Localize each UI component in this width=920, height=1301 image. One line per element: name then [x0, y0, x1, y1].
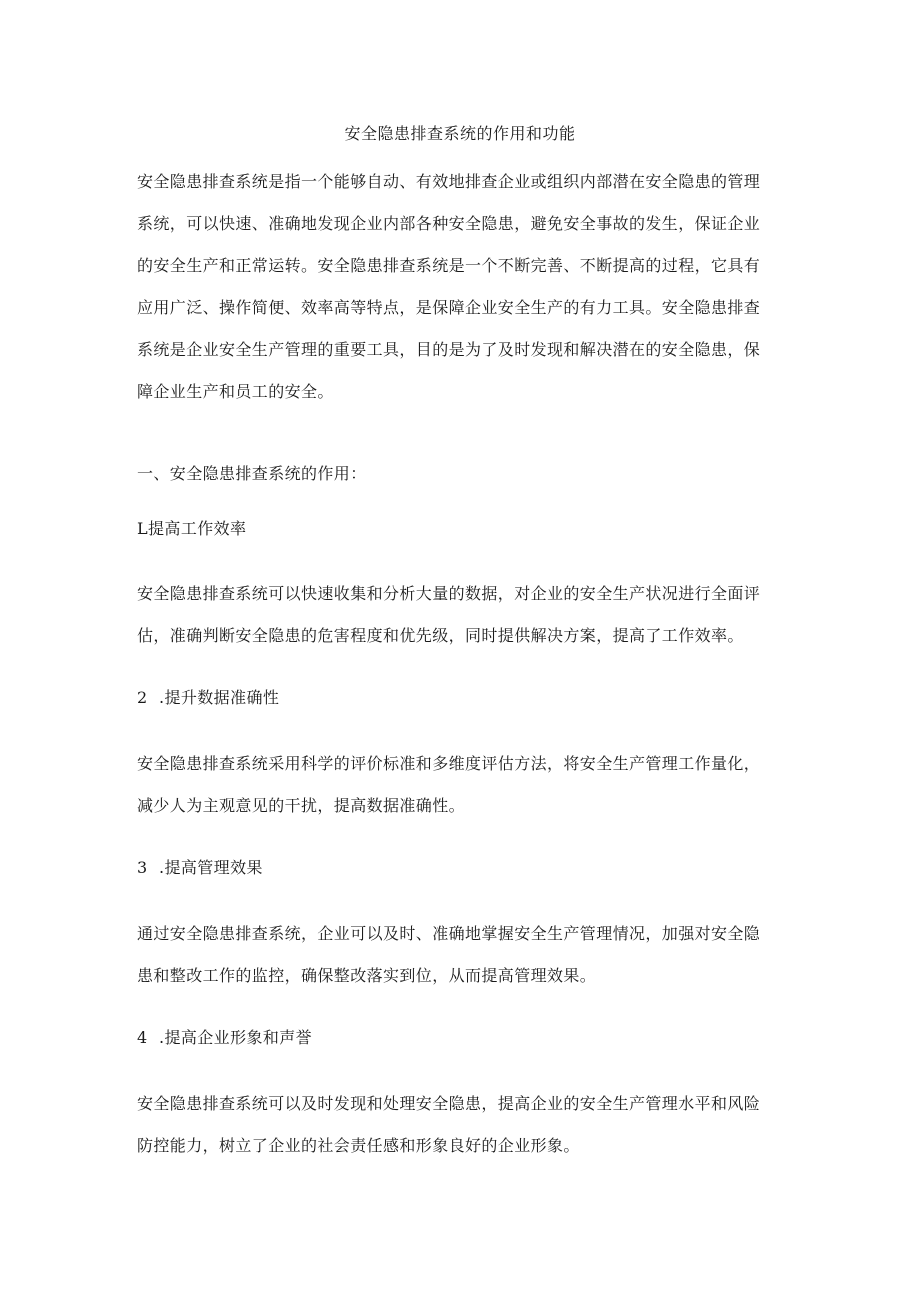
item-title: .提高管理效果 [159, 858, 263, 877]
intro-line: 的安全生产和正常运转。安全隐患排查系统是一个不断完善、不断提高的过程，它具有 [137, 256, 761, 275]
item-line: 通过安全隐患排查系统，企业可以及时、准确地掌握安全生产管理情况，加强对安全隐 [137, 924, 761, 943]
item-line: 患和整改工作的监控，确保整改落实到位，从而提高管理效果。 [137, 966, 597, 985]
item-line: 安全隐患排查系统采用科学的评价标准和多维度评估方法，将安全生产管理工作量化， [137, 754, 761, 773]
item-line: 减少人为主观意见的干扰，提高数据准确性。 [137, 796, 466, 815]
intro-line: 系统是企业安全生产管理的重要工具，目的是为了及时发现和解决潜在的安全隐患，保 [137, 340, 761, 359]
item-title: .提高企业形象和声誉 [159, 1028, 313, 1047]
document-title: 安全隐患排查系统的作用和功能 [344, 124, 576, 143]
item-title: 提高工作效率 [148, 519, 247, 538]
item-title: .提升数据准确性 [159, 688, 280, 707]
intro-paragraph [137, 161, 797, 413]
intro-line: 应用广泛、操作简便、效率高等特点，是保障企业安全生产的有力工具。安全隐患排查 [137, 298, 761, 317]
item-line: 防控能力，树立了企业的社会责任感和形象良好的企业形象。 [137, 1136, 580, 1155]
item-paragraph-2 [137, 743, 797, 827]
intro-line: 系统，可以快速、准确地发现企业内部各种安全隐患，避免安全事故的发生，保证企业 [137, 214, 761, 233]
item-line: 安全隐患排查系统可以快速收集和分析大量的数据，对企业的安全生产状况进行全面评 [137, 584, 761, 603]
item-number: 2 [137, 688, 148, 707]
item-paragraph-3 [137, 913, 797, 997]
item-line: 安全隐患排查系统可以及时发现和处理安全隐患，提高企业的安全生产管理水平和风险 [137, 1094, 761, 1113]
intro-line: 安全隐患排查系统是指一个能够自动、有效地排查企业或组织内部潜在安全隐患的管理 [137, 172, 761, 191]
item-paragraph-4 [137, 1083, 797, 1167]
item-heading-1 [137, 517, 246, 541]
item-number: 4 [137, 1028, 148, 1047]
item-heading-2 [137, 686, 279, 710]
item-number: 3 [137, 858, 148, 877]
item-number: L [137, 519, 149, 538]
item-paragraph-1 [137, 573, 797, 657]
item-heading-4 [137, 1026, 312, 1050]
item-heading-3 [137, 856, 263, 880]
intro-line: 障企业生产和员工的安全。 [137, 382, 334, 401]
section-heading: 一、安全隐患排查系统的作用： [137, 464, 367, 483]
item-line: 估，准确判断安全隐患的危害程度和优先级，同时提供解决方案，提高了工作效率。 [137, 626, 744, 645]
